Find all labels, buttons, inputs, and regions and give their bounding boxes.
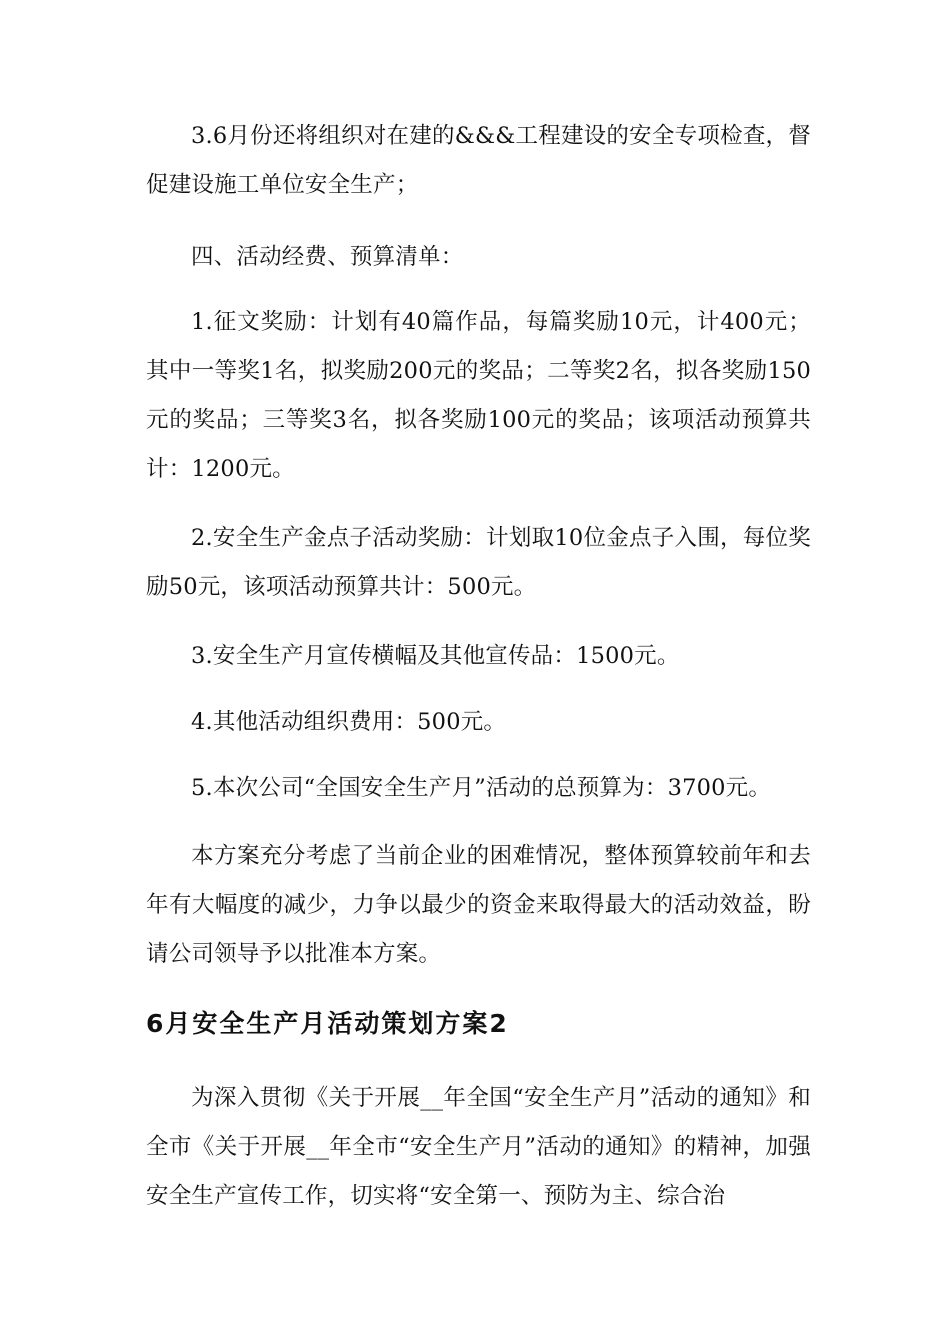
paragraph-inspection: 3.6月份还将组织对在建的&&&工程建设的安全专项检查，督促建设施工单位安全生产； xyxy=(146,123,811,198)
paragraph-intro: 为深入贯彻《关于开展__年全国“安全生产月”活动的通知》和全市《关于开展__年全市“安全生产月”活动的通知》的精神，加强安全生产宣传工作，切实将“安全第一、预防为主、综合治 xyxy=(146,1085,811,1209)
paragraph-golden-ideas: 2.安全生产金点子活动奖励：计划取10位金点子入围，每位奖励50元，该项活动预算共计：500元。 xyxy=(146,525,811,600)
paragraph-banners: 3.安全生产月宣传横幅及其他宣传品：1500元。 xyxy=(191,643,680,669)
paragraph-total-budget: 5.本次公司“全国安全生产月”活动的总预算为：3700元。 xyxy=(191,775,772,801)
paragraph-other-costs: 4.其他活动组织费用：500元。 xyxy=(191,709,507,735)
paragraph-essay-awards: 1.征文奖励：计划有40篇作品，每篇奖励10元，计400元；其中一等奖1名，拟奖励200元的奖品；二等奖2名，拟各奖励150元的奖品；三等奖3名，拟各奖励100元的奖品；该项活动预算共计：1200元。 xyxy=(146,309,811,482)
section-title: 6月安全生产月活动策划方案2 xyxy=(146,1009,509,1038)
paragraph-budget-heading: 四、活动经费、预算清单： xyxy=(191,244,464,270)
paragraph-conclusion: 本方案充分考虑了当前企业的困难情况，整体预算较前年和去年有大幅度的减少，力争以最少的资金来取得最大的活动效益，盼请公司领导予以批准本方案。 xyxy=(146,843,811,967)
